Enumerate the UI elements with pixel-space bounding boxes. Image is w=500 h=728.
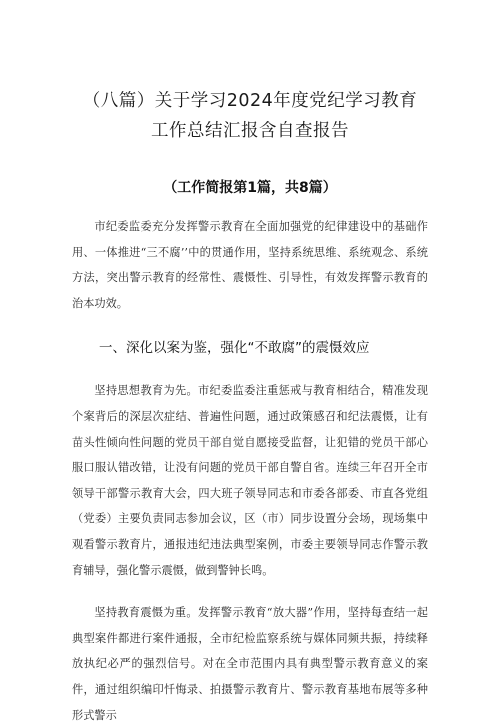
document-subtitle: （工作简报第1篇，共8篇） <box>163 180 337 196</box>
body-paragraph-2: 坚持教育震慑为重。发挥警示教育“放大器”作用，坚持每查结一起典型案件都进行案件通报，全市纪检监察系统与媒体同频共振，持续释放执纪必严的强烈信号。对在全市范围内具有典型警示教育意义的案件，通过组织编印忏悔录、拍摄警示教育片、警示教育基地布展等多种形式警示 <box>72 606 428 722</box>
document-title <box>72 86 428 146</box>
intro-paragraph: 市纪委监委充分发挥警示教育在全面加强党的纪律建设中的基础作用、一体推进“三不腐’’中的贯通作用，坚持系统思维、系统观念、系统方法，突出警示教育的经常性、震慑性、引导性，有效发挥警示教育的治本功效。 <box>72 220 428 310</box>
title-line-2: 工作总结汇报含自查报告 <box>151 121 349 141</box>
body-paragraph-1: 坚持思想教育为先。市纪委监委注重惩戒与教育相结合，精准发现个案背后的深层次症结、普遍性问题，通过政策感召和纪法震慑，让有苗头性倾向性问题的党员干部自觉自愿接受监督，让犯错的党员干部心服口服认错改错，让没有问题的党员干部自警自省。连续三年召开全市领导干部警示教育大会，四大班子领导同志和市委各部委、市直各党组（党委）主要负责同志参加会议，区（市）同步设置分会场，现场集中观看警示教育片，通报违纪违法典型案例，市委主要领导同志作警示教育辅导，强化警示震慑，做到警钟长鸣。 <box>72 384 428 577</box>
section-heading-1: 一、深化以案为鉴，强化“不敢腐”的震慑效应 <box>99 340 370 357</box>
title-line-1: （八篇）关于学习2024年度党纪学习教育 <box>82 91 418 111</box>
